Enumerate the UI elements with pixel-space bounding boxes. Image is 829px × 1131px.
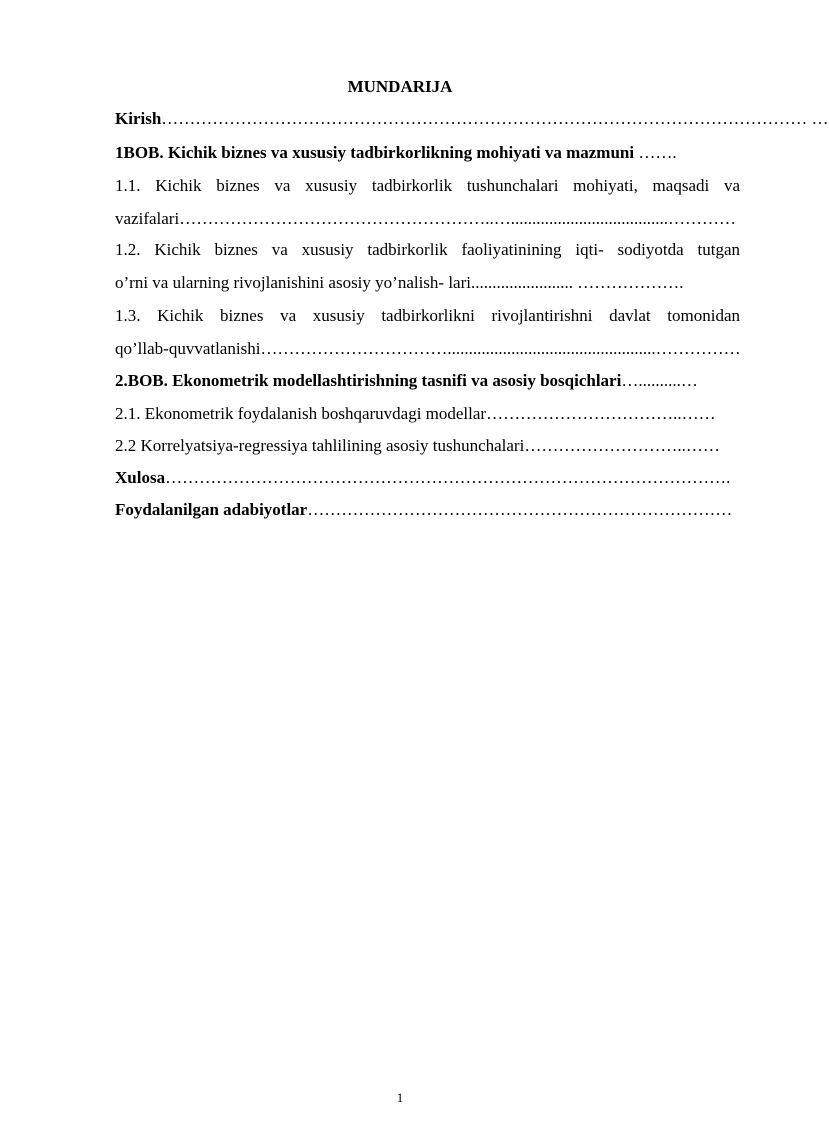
toc-entry-label: Xulosa <box>115 468 166 487</box>
toc-entry-2-2 <box>115 435 740 457</box>
toc-entry-kirish <box>115 108 829 130</box>
toc-leader: ………………………..…… <box>524 436 720 455</box>
page-number: 1 <box>396 1090 404 1105</box>
toc-entry-label: 2.BOB. Ekonometrik modellashtirishning tasnifi va asosiy bosqichlari <box>115 371 622 390</box>
toc-leader: …………………………………………………………………………………………………… … <box>161 109 829 128</box>
toc-entry-label: Foydalanilgan adabiyotlar <box>115 500 308 519</box>
toc-entry-label: qo’llab-quvvatlanishi <box>115 339 261 358</box>
toc-entry-label: 2.1. Ekonometrik foydalanish boshqaruvdagi modellar <box>115 404 487 423</box>
toc-entry-label: Kirish <box>115 109 162 128</box>
toc-leader: …………………………….................................................…………… <box>260 339 741 358</box>
toc-leader: ………………………………………………..….....................................………… <box>179 209 736 228</box>
toc-entry-1-2-line1: 1.2. Kichik biznes va xususiy tadbirkorlik faoliyatinining iqti- sodiyotda tutgan <box>115 240 740 259</box>
toc-leader: ………………………………………………………………………………………. <box>165 468 731 487</box>
toc-entry-label: vazifalari <box>115 209 180 228</box>
toc-leader: ………………………………………………………………… <box>307 500 733 519</box>
toc-entry-xulosa <box>115 467 740 489</box>
toc-leader: …..........… <box>621 371 698 390</box>
toc-leader: ……………………………..…… <box>486 404 716 423</box>
toc-entry-bob2 <box>115 370 740 392</box>
toc-entry-1-2-line2 <box>115 272 740 294</box>
toc-entry-1-3-line2 <box>115 338 740 360</box>
toc-entry-label: 2.2 Korrelyatsiya-regressiya tahlilining asosiy tushunchalari <box>115 436 525 455</box>
toc-entry-1-1-line2 <box>115 208 740 230</box>
toc-entry-adabiyotlar <box>115 499 740 521</box>
toc-entry-label: 1BOB. Kichik biznes va xususiy tadbirkorlikning mohiyati va mazmuni <box>115 143 635 162</box>
toc-leader: ……. <box>634 143 677 162</box>
toc-entry-bob1 <box>115 142 740 164</box>
toc-leader: ........................ ………………. <box>471 273 684 292</box>
toc-entry-1-1-line1: 1.1. Kichik biznes va xususiy tadbirkorlik tushunchalari mohiyati, maqsadi va <box>115 176 740 195</box>
toc-entry-1-3-line1: 1.3. Kichik biznes va xususiy tadbirkorlikni rivojlantirishni davlat tomonidan <box>115 306 740 325</box>
toc-entry-label: o’rni va ularning rivojlanishini asosiy yo’nalish- lari <box>115 273 471 292</box>
toc-title: MUNDARIJA <box>347 77 453 96</box>
toc-entry-2-1 <box>115 403 740 425</box>
